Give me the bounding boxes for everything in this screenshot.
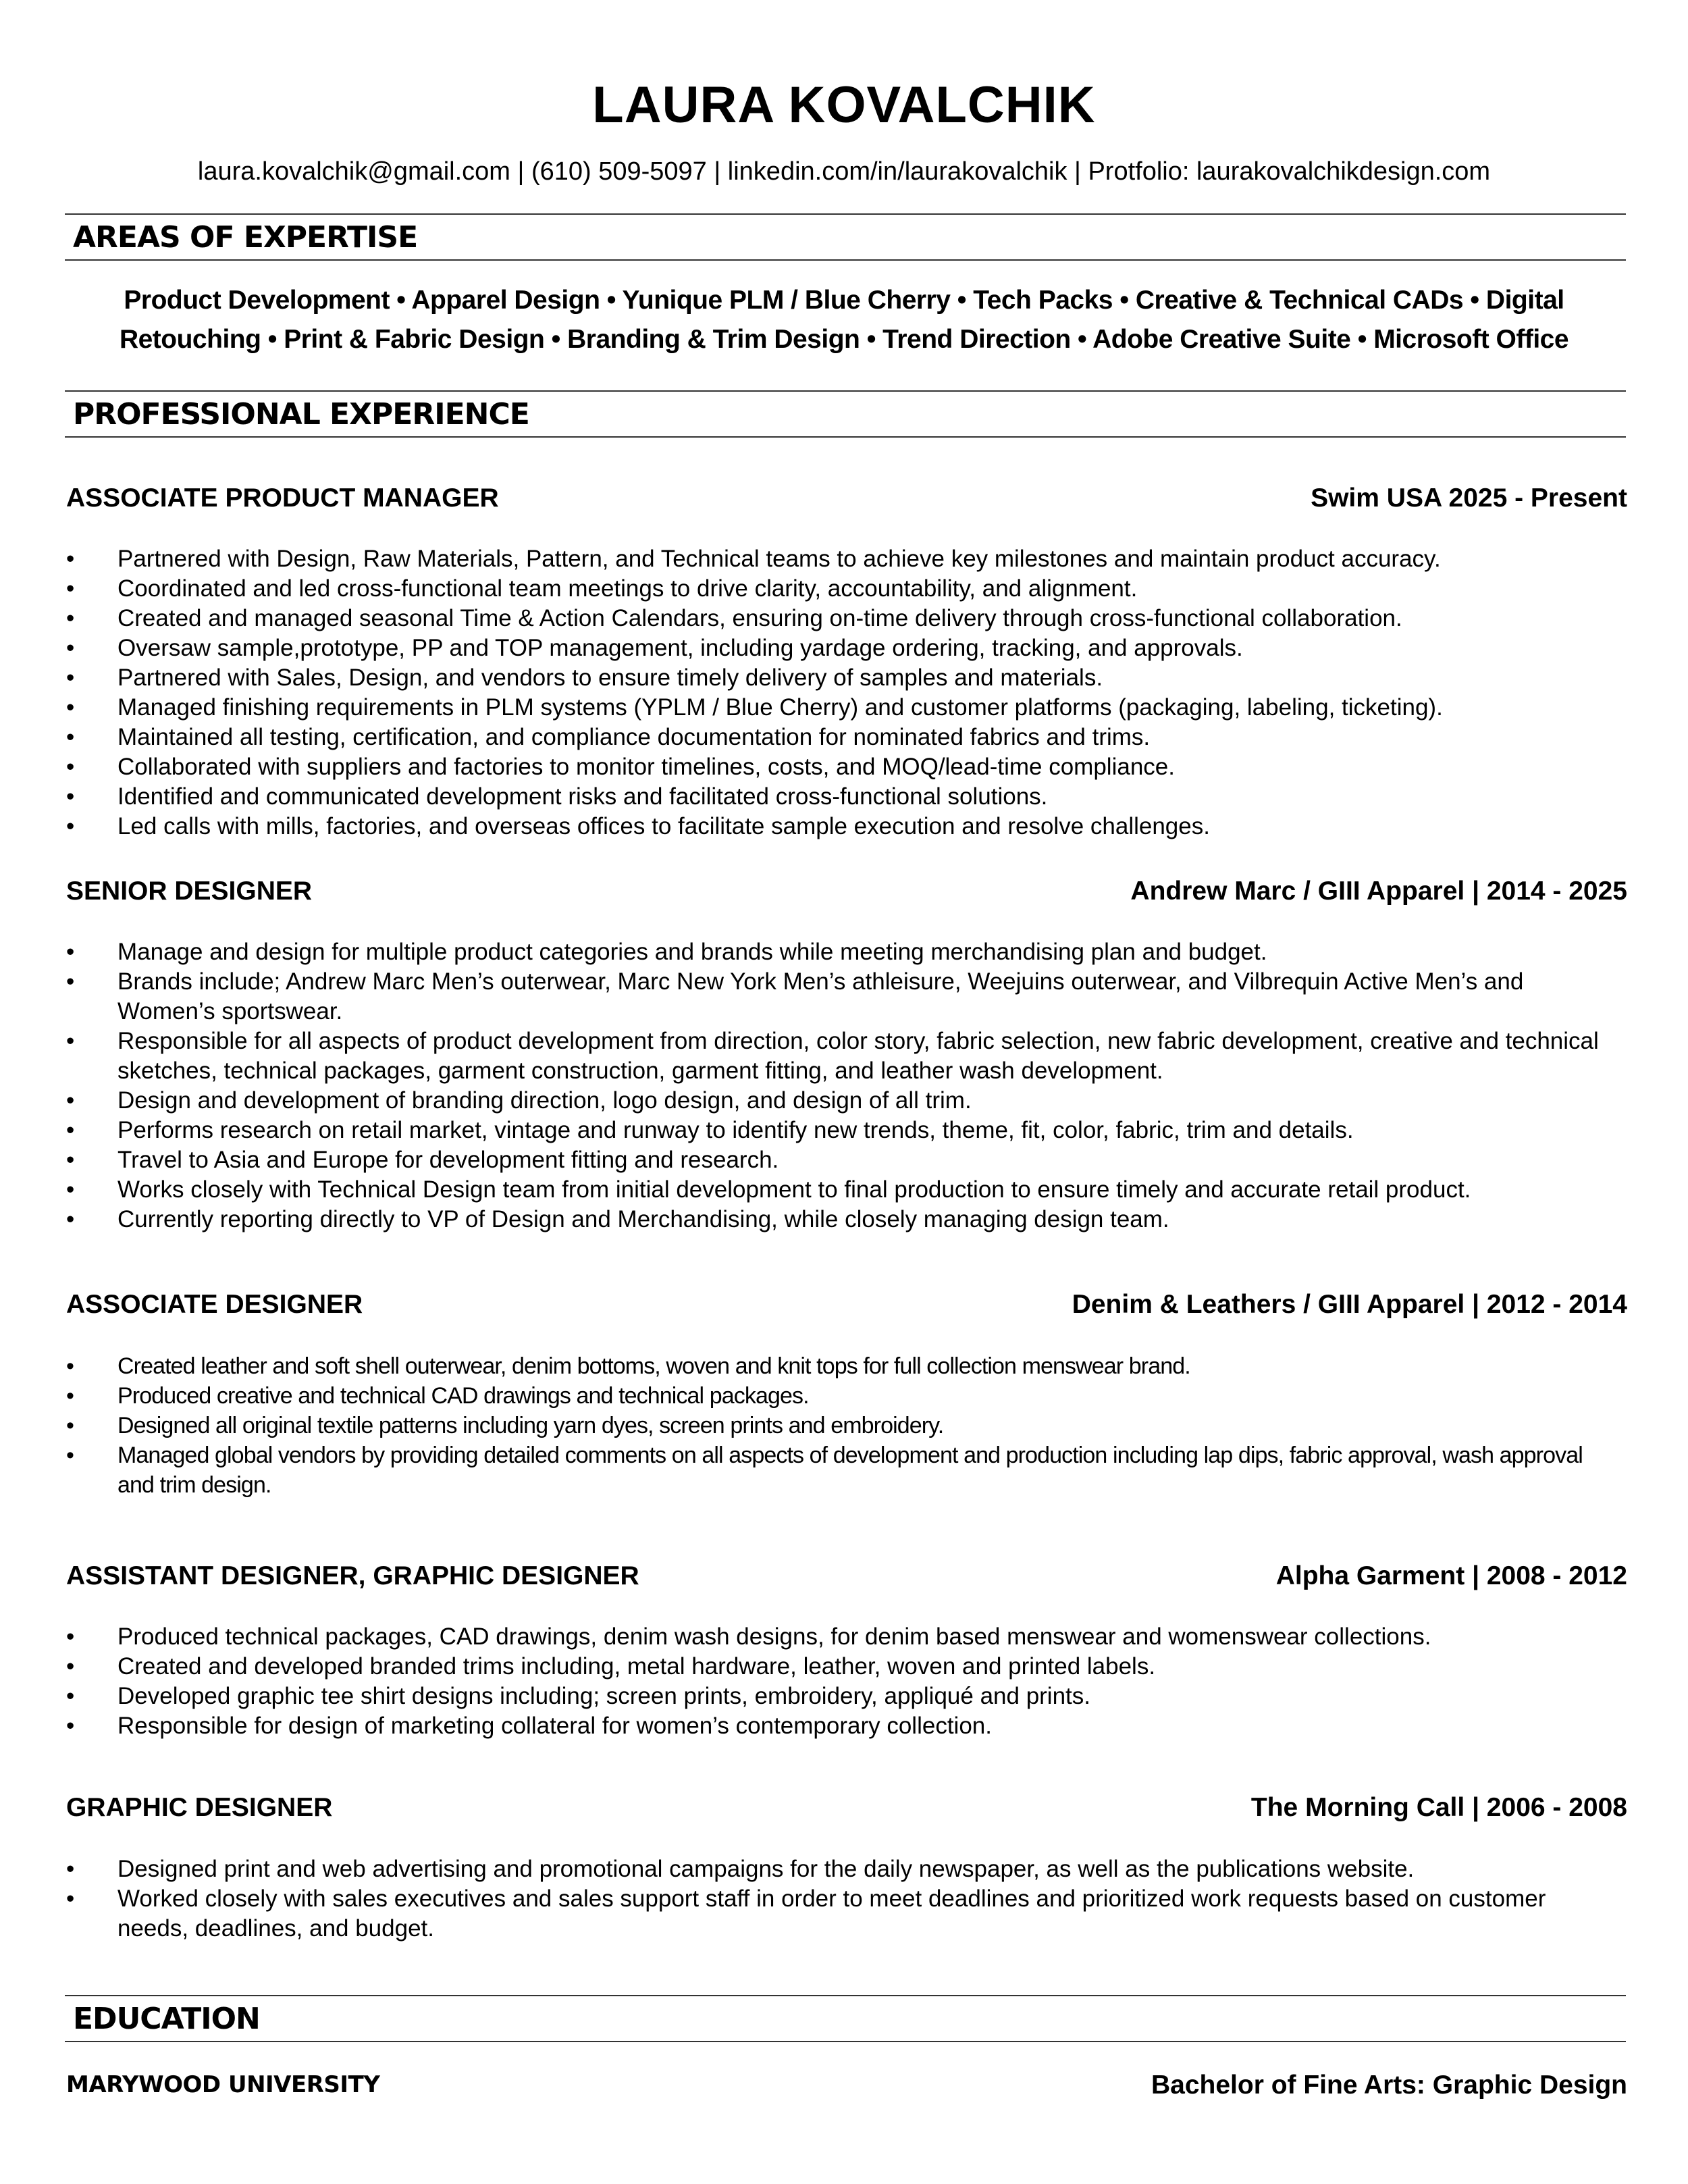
job-bullet: • Responsible for all aspects of product development from direction, color story, fabric selection, new fabric development, creative and technical sketches, technical packages, garment construction, garment fitting, and leather wash development. — [66, 1026, 1619, 1086]
job-bullet: • Created leather and soft shell outerwear, denim bottoms, woven and knit tops for full collection menswear brand. — [66, 1351, 1619, 1381]
education-school: MARYWOOD UNIVERSITY — [66, 2071, 380, 2098]
contact-line: laura.kovalchik@gmail.com | (610) 509-5097 | linkedin.com/in/laurakovalchik | Protfolio: laurakovalchikdesign.com — [197, 157, 1491, 186]
job-employer-dates: Alpha Garment | 2008 - 2012 — [1275, 1561, 1627, 1590]
job-header — [66, 1793, 1627, 1827]
job-bullet-list — [66, 1622, 1619, 1741]
job-employer-dates: Denim & Leathers / GIII Apparel | 2012 - 2014 — [1072, 1290, 1627, 1319]
section-heading-label: PROFESSIONAL EXPERIENCE — [73, 397, 529, 432]
section-heading-label: AREAS OF EXPERTISE — [73, 220, 418, 255]
job-bullet: • Partnered with Sales, Design, and vendors to ensure timely delivery of samples and materials. — [66, 663, 1619, 693]
job-bullet: • Led calls with mills, factories, and overseas offices to facilitate sample execution and resolve challenges. — [66, 812, 1619, 841]
education-degree: Bachelor of Fine Arts: Graphic Design — [1151, 2071, 1627, 2100]
section-heading-education — [65, 1995, 1626, 2042]
expertise-list: Product Development • Apparel Design • Yunique PLM / Blue Cherry • Tech Packs • Creative & Technical CADs • Digital Retouching • Print & Fabric Design • Branding & Trim Design • Trend Direction • Adobe Creative Suite • Microsoft Office — [119, 286, 1569, 354]
job-bullet: • Produced creative and technical CAD drawings and technical packages. — [66, 1381, 1619, 1411]
job-bullet: • Responsible for design of marketing collateral for women’s contemporary collection. — [66, 1711, 1619, 1741]
section-heading-label: EDUCATION — [73, 2002, 260, 2036]
job-bullet: • Managed global vendors by providing detailed comments on all aspects of development and production including lap dips, fabric approval, wash approval and trim design. — [66, 1440, 1619, 1500]
job-bullet: • Identified and communicated development risks and facilitated cross-functional solutions. — [66, 782, 1619, 812]
job-employer-dates: The Morning Call | 2006 - 2008 — [1250, 1793, 1627, 1822]
job-bullet: • Works closely with Technical Design team from initial development to final production to ensure timely and accurate retail product. — [66, 1175, 1619, 1205]
job-employer-dates: Swim USA 2025 - Present — [1311, 484, 1627, 513]
section-heading-expertise — [65, 213, 1626, 261]
job-bullet: • Partnered with Design, Raw Materials, Pattern, and Technical teams to achieve key milestones and maintain product accuracy. — [66, 544, 1619, 574]
job-title: ASSOCIATE DESIGNER — [66, 1290, 363, 1319]
job-bullet: • Currently reporting directly to VP of Design and Merchandising, while closely managing design team. — [66, 1205, 1619, 1234]
job-title: SENIOR DESIGNER — [66, 877, 313, 906]
job-bullet-list — [66, 1351, 1619, 1500]
job-employer-dates: Andrew Marc / GIII Apparel | 2014 - 2025 — [1130, 877, 1627, 906]
job-bullet: • Performs research on retail market, vintage and runway to identify new trends, theme, fit, color, fabric, trim and details. — [66, 1116, 1619, 1145]
job-bullet: • Travel to Asia and Europe for development fitting and research. — [66, 1145, 1619, 1175]
job-bullet-list — [66, 544, 1619, 841]
job-header — [66, 1561, 1627, 1595]
job-bullet: • Produced technical packages, CAD drawings, denim wash designs, for denim based menswear and womenswear collections. — [66, 1622, 1619, 1652]
job-title: GRAPHIC DESIGNER — [66, 1793, 333, 1822]
job-bullet: • Oversaw sample,prototype, PP and TOP management, including yardage ordering, tracking, and approvals. — [66, 633, 1619, 663]
job-bullet: • Maintained all testing, certification, and compliance documentation for nominated fabrics and trims. — [66, 723, 1619, 752]
job-bullet: • Designed all original textile patterns including yarn dyes, screen prints and embroidery. — [66, 1411, 1619, 1440]
job-bullet: • Design and development of branding direction, logo design, and design of all trim. — [66, 1086, 1619, 1116]
job-bullet: • Manage and design for multiple product categories and brands while meeting merchandising plan and budget. — [66, 937, 1619, 967]
job-bullet: • Created and managed seasonal Time & Action Calendars, ensuring on-time delivery through cross-functional collaboration. — [66, 604, 1619, 633]
candidate-name: LAURA KOVALCHIK — [592, 76, 1096, 134]
job-title: ASSISTANT DESIGNER, GRAPHIC DESIGNER — [66, 1561, 639, 1590]
job-bullet: • Brands include; Andrew Marc Men’s outerwear, Marc New York Men’s athleisure, Weejuins outerwear, and Vilbrequin Active Men’s and Women’s sportswear. — [66, 967, 1619, 1026]
job-bullet-list — [66, 1854, 1619, 1944]
job-header — [66, 484, 1627, 517]
job-header — [66, 877, 1627, 910]
job-bullet: • Worked closely with sales executives and sales support staff in order to meet deadlines and prioritized work requests based on customer needs, deadlines, and budget. — [66, 1884, 1619, 1944]
job-title: ASSOCIATE PRODUCT MANAGER — [66, 484, 499, 513]
section-heading-experience — [65, 390, 1626, 438]
job-bullet: • Collaborated with suppliers and factories to monitor timelines, costs, and MOQ/lead-time compliance. — [66, 752, 1619, 782]
job-bullet: • Created and developed branded trims including, metal hardware, leather, woven and printed labels. — [66, 1652, 1619, 1682]
job-bullet: • Managed finishing requirements in PLM systems (YPLM / Blue Cherry) and customer platforms (packaging, labeling, ticketing). — [66, 693, 1619, 723]
job-bullet-list — [66, 937, 1619, 1234]
job-bullet: • Designed print and web advertising and promotional campaigns for the daily newspaper, as well as the publications website. — [66, 1854, 1619, 1884]
job-header — [66, 1290, 1627, 1324]
job-bullet: • Coordinated and led cross-functional team meetings to drive clarity, accountability, and alignment. — [66, 574, 1619, 604]
job-bullet: • Developed graphic tee shirt designs including; screen prints, embroidery, appliqué and prints. — [66, 1682, 1619, 1711]
